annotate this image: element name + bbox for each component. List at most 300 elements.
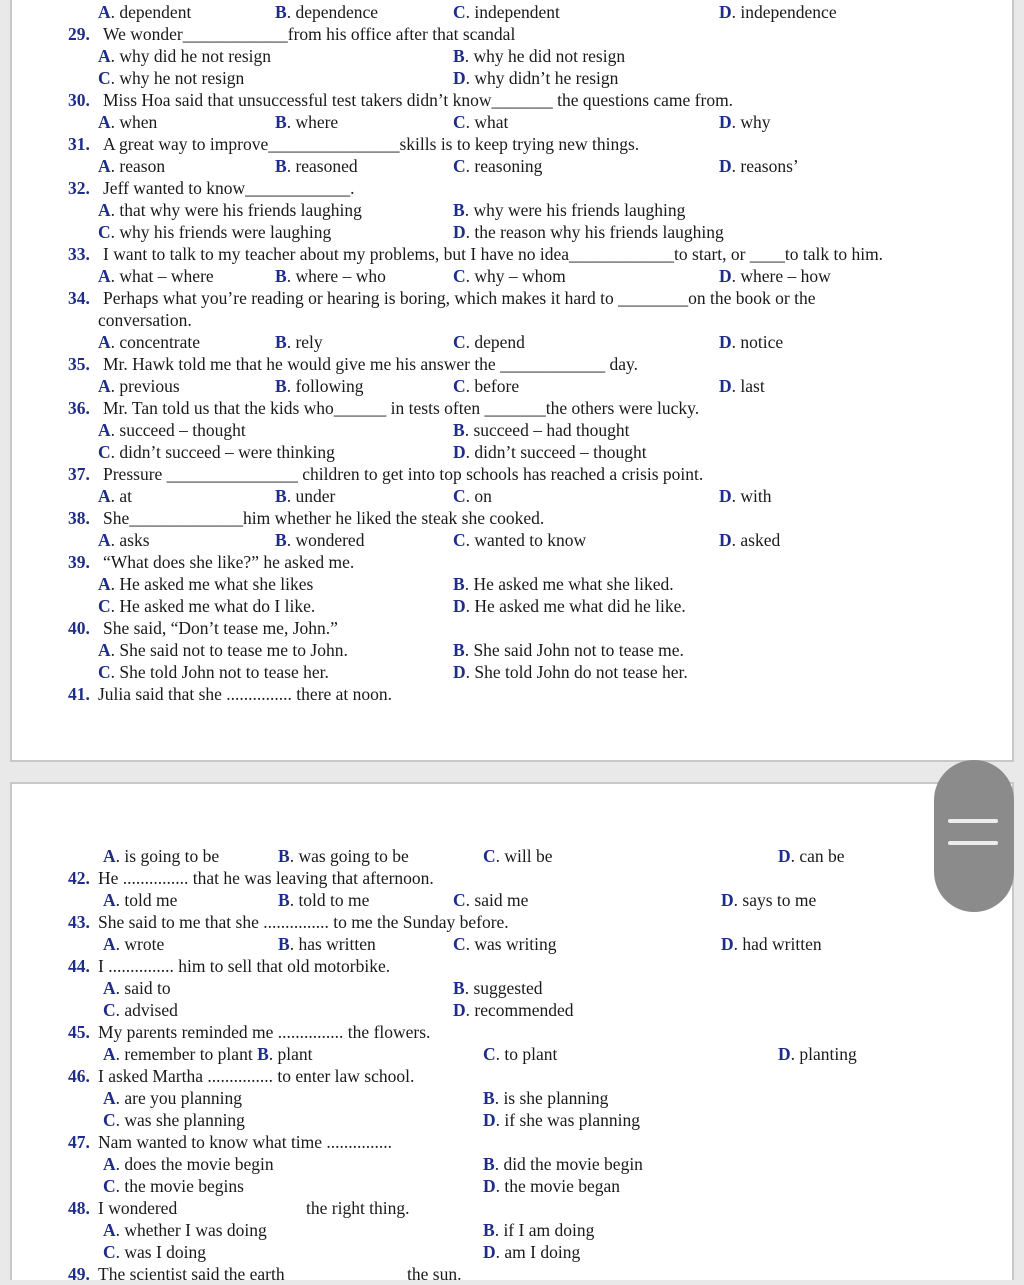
option-letter: B [275,156,287,176]
option-text: to plant [504,1044,558,1064]
answer-option: C. on [453,486,492,506]
answer-option: B. rely [275,332,323,352]
answer-option: A. is going to be [103,846,220,866]
answer-option: A. that why were his friends laughing [98,200,362,220]
option-letter: B [453,46,465,66]
option-text: said to [124,978,171,998]
option-letter: D [483,1242,496,1262]
question-text: I ............... him to sell that old motorbike. [98,956,391,976]
option-text: the movie begins [124,1176,244,1196]
option-text: what [474,112,509,132]
answer-option: D. He asked me what did he like. [453,596,686,616]
answer-option: A. asks [98,530,150,550]
option-text: reasoning [474,156,543,176]
answer-options-row [0,485,1024,507]
question-number: 46. [68,1066,90,1086]
option-letter: B [275,266,287,286]
option-text: with [740,486,772,506]
answer-options-row [0,1241,1024,1263]
option-letter: A [98,530,111,550]
option-letter: D [719,112,732,132]
answer-option: B. did the movie begin [483,1154,643,1174]
answer-options-row [0,375,1024,397]
option-letter: C [103,1176,116,1196]
question-text: Nam wanted to know what time ............... [98,1132,393,1152]
option-text: She told John not to tease her. [119,662,329,682]
answer-options-row [0,999,1024,1021]
option-text: reasoned [295,156,358,176]
option-letter: B [483,1220,495,1240]
option-text: succeed – had thought [473,420,630,440]
option-text: succeed – thought [119,420,246,440]
option-text: advised [124,1000,178,1020]
answer-options-row [0,155,1024,177]
option-text: didn’t succeed – were thinking [119,442,335,462]
question-row [0,683,1024,705]
option-letter: C [483,846,496,866]
answer-option: D. reasons’ [719,156,799,176]
question-number: 44. [68,956,90,976]
option-letter: B [453,978,465,998]
option-text: before [474,376,520,396]
option-text: why he not resign [119,68,245,88]
option-letter: B [453,574,465,594]
question-row [0,353,1024,375]
option-letter: A [98,112,111,132]
option-letter: D [453,1000,466,1020]
answer-option: B. where – who [275,266,386,286]
option-text: following [295,376,364,396]
option-letter: D [719,266,732,286]
option-letter: B [275,376,287,396]
question-text: She_____________him whether he liked the steak she cooked. [103,508,545,528]
question-row [0,1065,1024,1087]
answer-option: D. why [719,112,771,132]
option-letter: D [719,376,732,396]
answer-options-row [0,1087,1024,1109]
question-text: “What does she like?” he asked me. [103,552,355,572]
option-text: told me [124,890,178,910]
answer-option: A. previous [98,376,180,396]
answer-option: C. will be [483,846,553,866]
question-text: I asked Martha ............... to enter law school. [98,1066,415,1086]
question-row [0,397,1024,419]
question-text-continued: conversation. [98,310,192,330]
question-number: 42. [68,868,90,888]
option-letter: A [98,2,111,22]
answer-option: D. asked [719,530,781,550]
option-letter: D [719,156,732,176]
option-text: had written [742,934,822,954]
option-text: where – who [295,266,386,286]
answer-option: A. why did he not resign [98,46,272,66]
option-text: notice [740,332,784,352]
answer-option: B. was going to be [278,846,409,866]
answer-option: A. said to [103,978,171,998]
option-text: why his friends were laughing [119,222,332,242]
answer-options-row [0,441,1024,463]
option-letter: C [453,332,466,352]
answer-option: C. didn’t succeed – were thinking [98,442,335,462]
option-text: She told John do not tease her. [474,662,688,682]
answer-option: C. the movie begins [103,1176,244,1196]
answer-option: A. He asked me what she likes [98,574,314,594]
option-text: suggested [473,978,543,998]
answer-options-row [0,1109,1024,1131]
option-text: He asked me what did he like. [474,596,686,616]
answer-option: B. suggested [453,978,543,998]
question-row [0,243,1024,265]
answer-options-row [0,419,1024,441]
answer-option: C. was writing [453,934,557,954]
question-text: My parents reminded me ............... the flowers. [98,1022,431,1042]
option-text: depend [474,332,525,352]
question-text: Pressure _______________ children to get into top schools has reached a crisis point. [103,464,704,484]
option-letter: D [719,486,732,506]
question-number: 38. [68,508,90,528]
option-letter: C [483,1044,496,1064]
answer-option: B. succeed – had thought [453,420,630,440]
answer-option: B. if I am doing [483,1220,595,1240]
option-text: He asked me what do I like. [119,596,316,616]
option-text: where [295,112,339,132]
question-text: He ............... that he was leaving that afternoon. [98,868,434,888]
option-letter: B [278,890,290,910]
answer-option: D. independence [719,2,837,22]
question-number: 41. [68,684,90,704]
answer-option: D. planting [778,1044,857,1064]
answer-options-row [0,265,1024,287]
option-letter: C [453,376,466,396]
answer-option: B. told to me [278,890,370,910]
option-letter: A [103,846,116,866]
option-text: why didn’t he resign [474,68,619,88]
option-letter: D [721,934,734,954]
option-text: is she planning [503,1088,609,1108]
answer-options-row [0,199,1024,221]
question-number: 43. [68,912,90,932]
answer-option: C. She told John not to tease her. [98,662,329,682]
option-letter: A [103,934,116,954]
option-text: last [740,376,765,396]
question-row [0,551,1024,573]
answer-options-row [0,1153,1024,1175]
option-letter: C [453,486,466,506]
option-letter: B [278,846,290,866]
option-text: the movie began [504,1176,621,1196]
option-letter: A [103,978,116,998]
option-text: has written [298,934,376,954]
option-letter: D [483,1176,496,1196]
answer-option: B. is she planning [483,1088,609,1108]
answer-option: B. She said John not to tease me. [453,640,684,660]
option-letter: C [453,934,466,954]
question-text: Mr. Hawk told me that he would give me his answer the ____________ day. [103,354,638,374]
question-row [0,1131,1024,1153]
option-letter: D [719,332,732,352]
option-text: why he did not resign [473,46,626,66]
option-letter: D [453,596,466,616]
question-text: Perhaps what you’re reading or hearing is boring, which makes it hard to ________on the book or the [103,288,816,308]
answer-option: D. last [719,376,765,396]
option-text: He asked me what she likes [119,574,314,594]
option-letter: D [719,2,732,22]
option-text: asks [119,530,150,550]
option-letter: A [103,1154,116,1174]
question-text-continued: the right thing. [306,1198,410,1218]
option-text: why did he not resign [119,46,272,66]
answer-option: C. what [453,112,509,132]
answer-option: B. why were his friends laughing [453,200,686,220]
option-text: will be [504,846,553,866]
answer-option: A. She said not to tease me to John. [98,640,348,660]
option-letter: A [98,640,111,660]
option-text: She said John not to tease me. [473,640,684,660]
answer-options-row [0,661,1024,683]
option-text: said me [474,890,529,910]
option-text: wanted to know [474,530,587,550]
option-text: was she planning [124,1110,245,1130]
answer-option: A. remember to plant B. plant [103,1044,313,1064]
question-text: I wondered [98,1198,178,1218]
option-letter: C [98,596,111,616]
answer-option: A. does the movie begin [103,1154,274,1174]
question-row [0,89,1024,111]
answer-option: A. at [98,486,133,506]
question-number: 32. [68,178,90,198]
option-text: reason [119,156,166,176]
answer-option: A. told me [103,890,178,910]
question-row [0,309,1024,331]
option-letter: C [103,1110,116,1130]
question-number: 33. [68,244,90,264]
answer-option: D. She told John do not tease her. [453,662,688,682]
question-number: 35. [68,354,90,374]
answer-option: D. the movie began [483,1176,621,1196]
answer-option: A. whether I was doing [103,1220,267,1240]
option-text: concentrate [119,332,201,352]
option-text: told to me [298,890,370,910]
answer-option: C. independent [453,2,560,22]
answer-option: A. wrote [103,934,165,954]
answer-option: D. why didn’t he resign [453,68,619,88]
option-letter: A [103,1088,116,1108]
answer-option: D. recommended [453,1000,574,1020]
question-row [0,1197,1024,1219]
option-letter: B [275,530,287,550]
question-text-continued: the sun. [407,1264,462,1284]
option-text: independent [474,2,560,22]
scrollbar-thumb[interactable] [934,760,1014,912]
question-row [0,1263,1024,1285]
answer-options-row [0,1043,1024,1065]
answer-options-row [0,573,1024,595]
option-letter: A [98,486,111,506]
option-text: dependence [295,2,379,22]
option-text: She said not to tease me to John. [119,640,348,660]
option-text: does the movie begin [124,1154,274,1174]
question-row [0,177,1024,199]
option-text: what – where [119,266,214,286]
answer-option: B. where [275,112,339,132]
option-letter: C [453,2,466,22]
option-text: where – how [740,266,831,286]
option-text: recommended [474,1000,574,1020]
question-number: 34. [68,288,90,308]
option-letter: C [98,442,111,462]
answer-options-row [0,933,1024,955]
question-text: She said to me that she ............... to me the Sunday before. [98,912,509,932]
answer-options-row [0,45,1024,67]
option-letter: B [453,640,465,660]
answer-option: C. wanted to know [453,530,587,550]
option-text: wrote [124,934,165,954]
option-text: didn’t succeed – thought [474,442,647,462]
option-text: rely [295,332,323,352]
answer-option: B. why he did not resign [453,46,626,66]
answer-option: C. reasoning [453,156,543,176]
option-letter: A [103,1220,116,1240]
question-row [0,1021,1024,1043]
option-letter: D [453,222,466,242]
question-number: 31. [68,134,90,154]
option-text: wondered [295,530,365,550]
option-letter: D [778,1044,791,1064]
answer-option: D. notice [719,332,784,352]
question-text: Julia said that she ............... there at noon. [98,684,393,704]
question-number: 47. [68,1132,90,1152]
answer-option: C. why – whom [453,266,566,286]
option-text: am I doing [504,1242,581,1262]
option-letter: C [103,1000,116,1020]
answer-options-row [0,977,1024,999]
question-number: 40. [68,618,90,638]
answer-option: D. with [719,486,772,506]
answer-option: B. reasoned [275,156,358,176]
answer-option: C. to plant [483,1044,558,1064]
option-letter: A [98,266,111,286]
option-text: says to me [742,890,817,910]
option-letter: B [278,934,290,954]
answer-option: C. why he not resign [98,68,245,88]
question-text: I want to talk to my teacher about my problems, but I have no idea____________to start, or ____to talk to him. [103,244,884,264]
option-letter: C [103,1242,116,1262]
answer-option: D. the reason why his friends laughing [453,222,724,242]
answer-option: C. said me [453,890,529,910]
option-letter: D [453,662,466,682]
answer-option: A. what – where [98,266,214,286]
answer-option: A. reason [98,156,166,176]
option-text: why were his friends laughing [473,200,686,220]
option-text: why [740,112,771,132]
grip-line-icon [948,841,998,845]
option-letter: C [453,156,466,176]
answer-option: C. advised [103,1000,178,1020]
option-text: previous [119,376,180,396]
option-letter: A [98,574,111,594]
option-letter: D [483,1110,496,1130]
answer-option: A. succeed – thought [98,420,246,440]
question-number: 30. [68,90,90,110]
question-number: 49. [68,1264,90,1284]
question-text: The scientist said the earth [98,1264,285,1284]
answer-options-row [0,111,1024,133]
option-letter: A [98,200,111,220]
option-letter: C [98,662,111,682]
question-number: 39. [68,552,90,572]
question-row [0,463,1024,485]
option-text: plant [277,1044,313,1064]
option-text: at [119,486,133,506]
option-text: independence [740,2,837,22]
option-letter: C [453,530,466,550]
answer-option: A. are you planning [103,1088,242,1108]
option-text: that why were his friends laughing [119,200,362,220]
question-row [0,867,1024,889]
answer-options-row [0,1219,1024,1241]
option-text: is going to be [124,846,220,866]
answer-option: B. under [275,486,336,506]
option-letter: B [483,1154,495,1174]
option-letter: A [98,156,111,176]
question-row [0,955,1024,977]
option-letter: A [98,376,111,396]
option-text: reasons’ [740,156,799,176]
option-text: was writing [474,934,557,954]
answer-option: D. can be [778,846,845,866]
option-letter: C [453,266,466,286]
option-text: under [295,486,336,506]
answer-option: D. am I doing [483,1242,581,1262]
answer-options-row [0,889,1024,911]
question-number: 29. [68,24,90,44]
option-letter: C [453,112,466,132]
option-letter: B [275,486,287,506]
option-letter: B [275,332,287,352]
option-letter: D [778,846,791,866]
answer-option: B. He asked me what she liked. [453,574,674,594]
question-text: Mr. Tan told us that the kids who______ in tests often _______the others were lucky. [103,398,700,418]
option-letter: B [453,420,465,440]
option-letter: B [453,200,465,220]
option-text: remember to plant [124,1044,253,1064]
option-letter: D [453,442,466,462]
answer-option: C. He asked me what do I like. [98,596,316,616]
answer-option: D. had written [721,934,822,954]
grip-line-icon [948,819,998,823]
option-letter: B [275,2,287,22]
option-text: why – whom [474,266,566,286]
answer-option: B. wondered [275,530,365,550]
option-letter: D [719,530,732,550]
answer-option: B. following [275,376,364,396]
option-text: was going to be [298,846,409,866]
answer-options-row [0,639,1024,661]
option-text: when [119,112,158,132]
option-letter: A [103,1044,116,1064]
question-text: A great way to improve_______________skills is to keep trying new things. [103,134,640,154]
option-letter: C [98,222,111,242]
option-letter: B [483,1088,495,1108]
answer-option: B. has written [278,934,376,954]
option-text: did the movie begin [503,1154,643,1174]
option-text: dependent [119,2,192,22]
answer-option: B. dependence [275,2,379,22]
question-number: 45. [68,1022,90,1042]
answer-option: D. if she was planning [483,1110,640,1130]
answer-options-row [0,221,1024,243]
question-row [0,133,1024,155]
